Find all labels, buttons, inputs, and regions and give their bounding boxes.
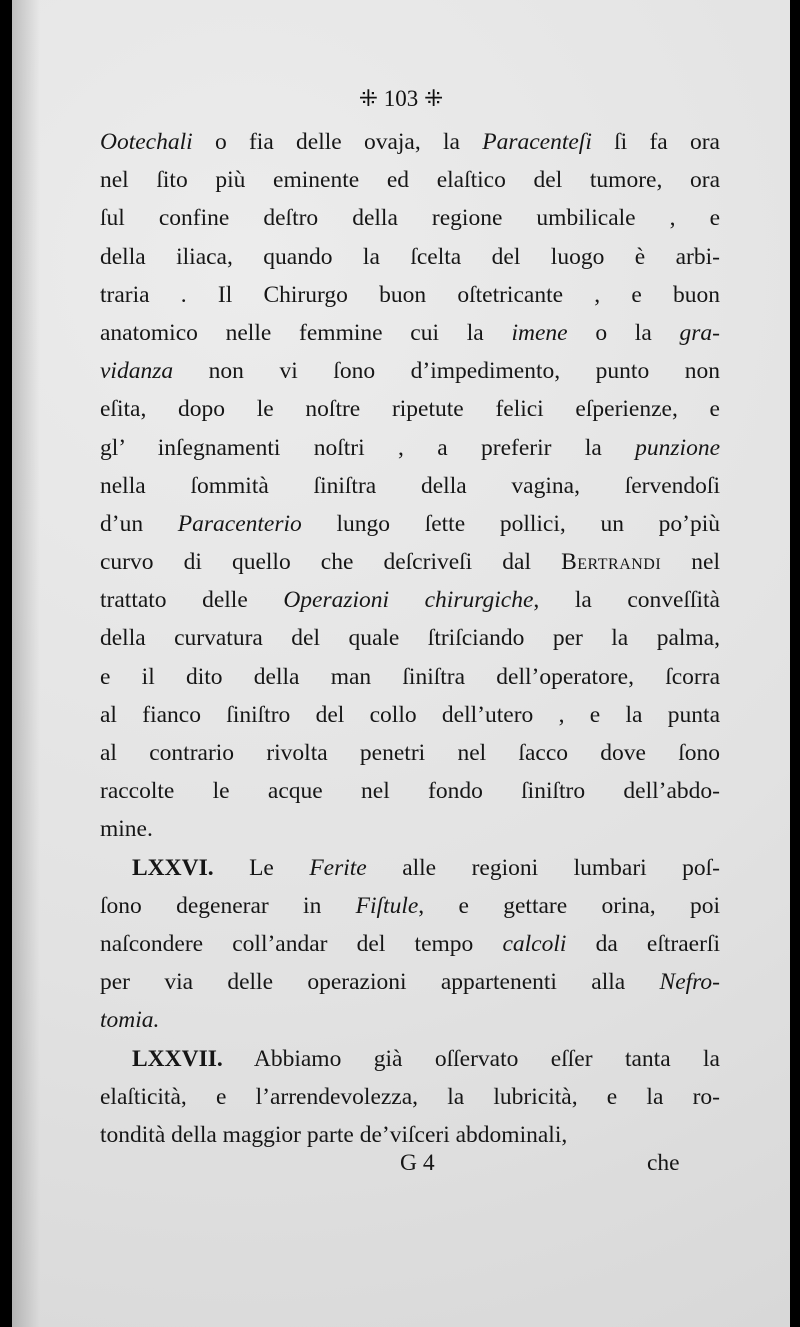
text-line: [100, 352, 720, 390]
text-run: della curvatura del quale ſtriſciando per la palma,: [100, 625, 720, 652]
italic-run: tomia.: [100, 1007, 160, 1034]
text-line: [100, 199, 720, 237]
text-run: ſi fa ora: [591, 129, 720, 155]
text-run: raccolte le acque nel fondo ſiniſtro dell’abdo-: [100, 778, 720, 805]
text-line: [100, 581, 720, 619]
text-line: [100, 658, 720, 696]
text-run: al contrario rivolta penetri nel ſacco dove ſono: [100, 740, 720, 766]
signature-mark: G 4: [400, 1150, 435, 1176]
text-run: Le: [213, 854, 310, 881]
text-run: non vi ſono d’impedimento, punto non: [173, 358, 720, 385]
text-run: della iliaca, quando la ſcelta del luogo è arbi-: [100, 243, 720, 270]
text-run: elaſticità, e l’arrendevolezza, la lubricità, e la ro-: [100, 1083, 720, 1110]
text-run: gl’ inſegnamenti noſtri , a preferir la: [100, 434, 636, 461]
italic-run: Operazioni chirurgiche: [283, 587, 534, 614]
section-number: LXXVI.: [132, 854, 214, 881]
text-run: o la: [567, 319, 680, 346]
text-run: alle regioni lumbari poſ-: [366, 854, 720, 881]
text-line: [100, 161, 720, 199]
text-line: [100, 696, 720, 734]
text-line: [100, 619, 720, 657]
italic-run: gra-: [679, 319, 720, 346]
text-run: nel: [661, 549, 720, 576]
text-line: [100, 925, 720, 963]
text-run: nel ſito più eminente ed elaſtico del tumore, ora: [100, 167, 720, 194]
text-line: [100, 1040, 720, 1078]
italic-run: Ootechali: [100, 129, 193, 155]
italic-run: punzione: [635, 434, 720, 461]
author-name: Bertrandi: [561, 549, 662, 576]
text-run: lungo ſette pollici, un po’più: [301, 510, 720, 537]
text-run: tondità della maggior parte de’viſceri abdominali,: [100, 1121, 568, 1148]
page-footer: [12, 1150, 790, 1184]
section-number: LXXVII.: [132, 1045, 223, 1072]
text-line: [100, 849, 720, 887]
italic-run: Paracenteſi: [482, 129, 592, 155]
italic-run: Ferite: [309, 854, 367, 881]
text-run: traria . Il Chirurgo buon oſtetricante , e buon: [100, 281, 720, 308]
spine-shadow: [12, 0, 40, 1327]
text-run: nella ſommità ſiniſtra della vagina, ſervendoſi: [100, 472, 720, 499]
text-run: Abbiamo già oſſervato eſſer tanta la: [222, 1045, 720, 1072]
text-line: [100, 1116, 720, 1154]
text-run: ſul confine deſtro della regione umbilicale , e: [100, 205, 720, 232]
text-line: [100, 390, 720, 428]
page-header: ⁜ 103 ⁜: [358, 86, 444, 111]
text-line: [100, 963, 720, 1001]
italic-run: Fiſtule: [355, 892, 419, 919]
text-line: [100, 123, 720, 161]
text-run: , e gettare orina, poi: [418, 892, 720, 919]
italic-run: imene: [511, 319, 568, 346]
italic-run: Paracenterio: [177, 510, 302, 537]
text-line: [100, 887, 720, 925]
text-run: e il dito della man ſiniſtra dell’operatore, ſcorra: [100, 663, 720, 690]
text-line: [100, 810, 720, 848]
text-run: curvo di quello che deſcriveſi dal: [100, 549, 562, 576]
text-run: d’un: [100, 510, 178, 537]
body-text: [100, 123, 720, 1154]
text-line: [100, 314, 720, 352]
text-line: [100, 734, 720, 772]
text-line: [100, 238, 720, 276]
text-run: al fianco ſiniſtro del collo dell’utero , e la punta: [100, 701, 720, 728]
text-run: naſcondere coll’andar del tempo: [100, 930, 503, 957]
text-run: , la conveſſità: [533, 587, 720, 614]
text-run: anatomico nelle femmine cui la: [100, 319, 512, 346]
text-line: [100, 276, 720, 314]
text-run: o fia delle ovaja, la: [192, 129, 483, 155]
text-line: [100, 429, 720, 467]
italic-run: Nefro-: [659, 969, 720, 996]
catchword: che: [647, 1150, 680, 1176]
text-line: [100, 543, 720, 581]
text-line: [100, 772, 720, 810]
text-line: [100, 1001, 720, 1039]
text-run: da eſtraerſi: [566, 930, 720, 957]
text-run: eſita, dopo le noſtre ripetute felici eſperienze, e: [100, 396, 720, 423]
text-line: [100, 467, 720, 505]
text-run: trattato delle: [100, 587, 284, 614]
italic-run: vidanza: [100, 358, 174, 385]
text-run: ſono degenerar in: [100, 892, 356, 919]
text-run: per via delle operazioni appartenenti alla: [100, 969, 660, 996]
text-line: [100, 505, 720, 543]
book-page: [12, 0, 790, 1327]
text-line: [100, 1078, 720, 1116]
text-run: mine.: [100, 816, 153, 843]
italic-run: calcoli: [502, 930, 567, 957]
